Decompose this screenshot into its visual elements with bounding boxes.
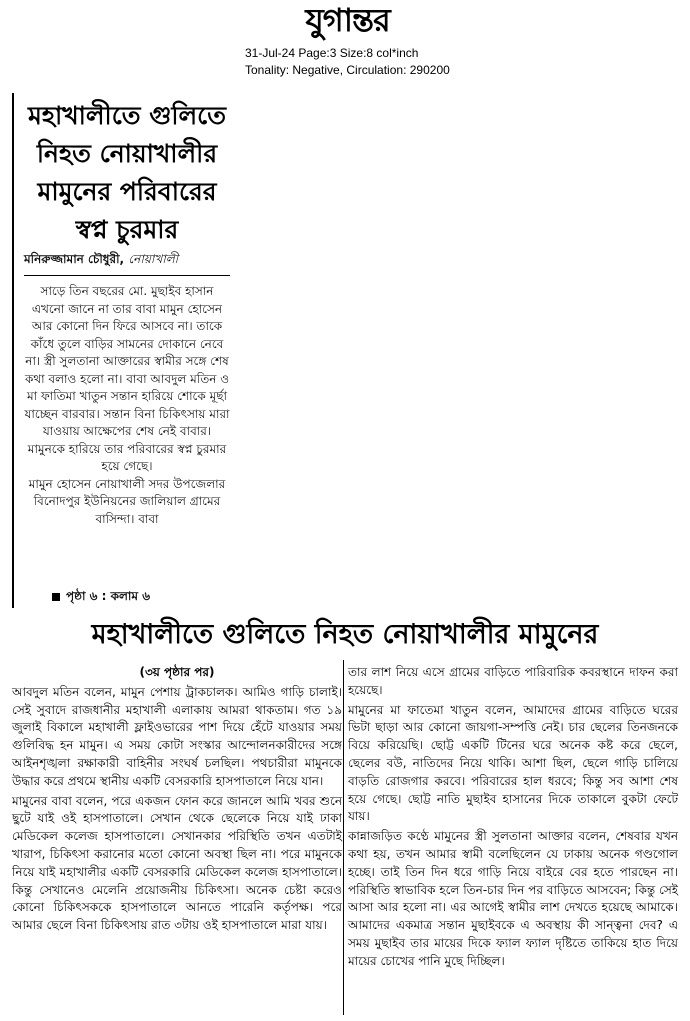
article-column-right <box>348 664 678 973</box>
article-paragraph: আবদুল মতিন বলেন, মামুন পেশায় ট্রাকচালক। আমিও গাড়ি চালাই। সেই সুবাদে রাজধানীর মহাখালী এলাকায় আমরা থাকতাম। গত ১৯ জুলাই বিকালে মহাখালী ফ্লাইওভারের পাশ দিয়ে হেঁটে যাওয়ার সময় গুলিবিদ্ধ হন মামুন। এ সময় কোটা সংস্কার আন্দোলনকারীদের সঙ্গে আইনশৃঙ্খলা রক্ষাকারী বাহিনীর সংঘর্ষ চলছিল। পথচারীরা মামুনকে উদ্ধার করে প্রথমে স্থানীয় একটি বেসরকারি হাসপাতালে নিয়ে যান। <box>12 684 342 788</box>
article-column-left <box>12 664 342 937</box>
column-divider <box>343 660 344 1015</box>
front-body <box>24 283 230 528</box>
article-paragraph: মামুনের মা ফাতেমা খাতুন বলেন, আমাদের গ্রামের বাড়িতে ঘরের ভিটা ছাড়া আর কোনো জায়গা-সম্পত্তি নেই। চার ছেলের তিনজনকে বিয়ে করিয়েছি। ছোট্ট একটি টিনের ঘরে অনেক কষ্ট করে ছেলে, ছেলের বউ, নাতিদের নিয়ে থাকি। আশা ছিল, ছেলে গাড়ি চালিয়ে বাড়তি রোজগার করবে। পরিবারের হাল ধরবে; কিন্তু সব আশা শেষ হয়ে গেছে। ছোট্ট নাতি মুছাইব হাসানের দিকে তাকালে বুকটা ফেটে যায়। <box>348 702 678 824</box>
byline <box>24 251 230 276</box>
article-paragraph: মামুনের বাবা বলেন, পরে একজন ফোন করে জানলে আমি খবর শুনে ছুটে যাই ওই হাসপাতালে। সেখান থেকে ছেলেকে নিয়ে যাই ঢাকা মেডিকেল কলেজ হাসপাতালে। সেখানকার পরিস্থিতি তখন এতটাই খারাপ, চিকিৎসা করানোর মতো কোনো অবস্থা ছিল না। পরে মামুনকে নিয়ে যাই মহাখালীর একটি বেসরকারি মেডিকেল কলেজ হাসপাতালে। কিন্তু সেখানেও মেলেনি প্রয়োজনীয় চিকিৎসা। অনেক চেষ্টা করেও কোনো চিকিৎসককে হাসপাতালে আনতে পারেনি কর্তৃপক্ষ। পরে আমার ছেলে বিনা চিকিৎসায় রাত ৩টায় ওই হাসপাতালে মারা যায়। <box>12 793 342 933</box>
continued-note <box>52 588 150 608</box>
front-paragraph: সাড়ে তিন বছরের মো. মুছাইব হাসান এখনো জানে না তার বাবা মামুন হোসেন আর কোনো দিন ফিরে আসবে না। তাকে কাঁধে তুলে বাড়ির সামনের দোকানে নেবে না। স্ত্রী সুলতানা আক্তারের স্বামীর সঙ্গে শেষ কথা বলাও হলো না। বাবা আবদুল মতিন ও মা ফাতিমা খাতুন সন্তান হারিয়ে শোকে মূর্ছা যাচ্ছেন বারবার। সন্তান বিনা চিকিৎসায় মারা যাওয়ায় আক্ষেপের শেষ নেই বাবার। মামুনকে হারিয়ে তার পরিবারের স্বপ্ন চুরমার হয়ে গেছে। <box>24 284 230 473</box>
masthead <box>0 0 690 84</box>
continued-label: পৃষ্ঠা ৬ : কলাম ৬ <box>66 589 151 603</box>
continued-from-label: (৩য় পৃষ্ঠার পর) <box>139 665 215 679</box>
front-paragraph: মামুন হোসেন নোয়াখালী সদর উপজেলার বিনোদপুর ইউনিয়নের জালিয়াল গ্রামের বাসিন্দা। বাবা <box>28 476 226 526</box>
front-page-story <box>12 93 230 608</box>
article-paragraph: তার লাশ নিয়ে এসে গ্রামের বাড়িতে পারিবারিক কবরস্থানে দাফন করা হয়েছে। <box>348 665 678 697</box>
continuation-headline: মহাখালীতে গুলিতে নিহত নোয়াখালীর মামুনের <box>91 619 599 650</box>
newspaper-logo: যুগান্তর <box>305 1 390 39</box>
front-headline: মহাখালীতে গুলিতে নিহত নোয়াখালীর মামুনের পরিবারের স্বপ্ন চুরমার <box>28 101 226 244</box>
byline-name: মনিরুজ্জামান চৌধুরী, <box>24 252 125 266</box>
box-rule <box>12 93 14 608</box>
square-bullet-icon <box>52 593 60 601</box>
clipping-meta-date-size: 31-Jul-24 Page:3 Size:8 col*inch <box>245 46 419 60</box>
byline-location: নোয়াখালী <box>128 252 179 266</box>
clipping-meta-tonality: Tonality: Negative, Circulation: 290200 <box>245 63 450 77</box>
article-paragraph: কান্নাজড়িত কণ্ঠে মামুনের স্ত্রী সুলতানা আক্তার বলেন, শেষবার যখন কথা হয়, তখন আমার স্বামী বলেছিলেন যে ঢাকায় অনেক গণ্ডগোল হচ্ছে। তাই তিন দিন ধরে গাড়ি নিয়ে বাইরে বের হতে পারছেন না। পরিস্থিতি স্বাভাবিক হলে তিন-চার দিন পর বাড়িতে আসবেন; কিন্তু সেই আসা আর হলো না। এর আগেই স্বামীর লাশ দেখতে হয়েছে আমাকে। আমাদের একমাত্র সন্তান মুছাইবকে এ অবস্থায় কী সান্ত্বনা দেব? এ সময় মুছাইব তার মায়ের দিকে ফ্যাল ফ্যাল দৃষ্টিতে তাকিয়ে হাত দিয়ে মায়ের চোখের পানি মুছে দিচ্ছিল। <box>348 829 678 968</box>
